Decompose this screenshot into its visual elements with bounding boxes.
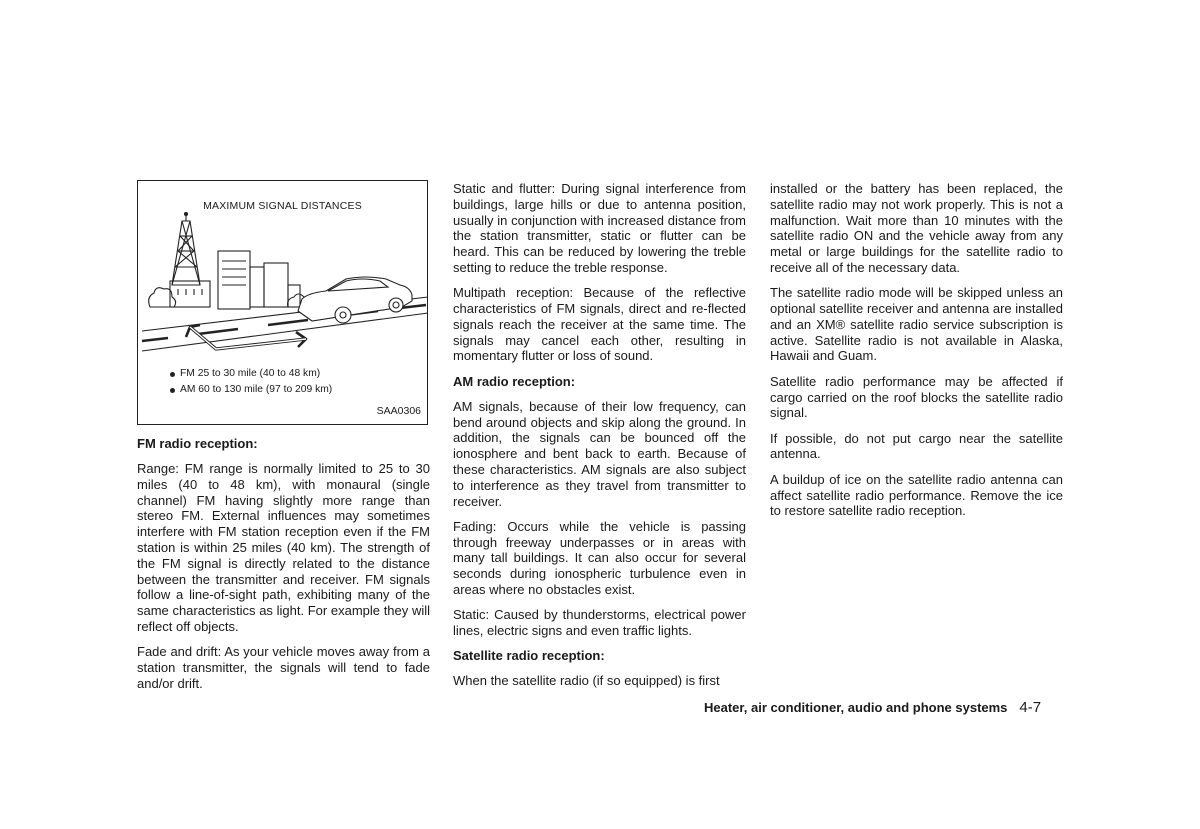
car-icon bbox=[298, 277, 412, 323]
signal-distance-figure bbox=[137, 180, 428, 425]
column-3 bbox=[770, 181, 1063, 529]
radio-tower-icon bbox=[172, 213, 200, 286]
paragraph: Static: Caused by thunderstorms, electrical power lines, electric signs and even traffic lights. bbox=[453, 607, 746, 639]
bullet-icon bbox=[170, 388, 175, 393]
heading-am-radio: AM radio reception: bbox=[453, 373, 576, 389]
buildings-icon bbox=[170, 251, 300, 309]
legend-item-am: AM 60 to 130 mile (97 to 209 km) bbox=[170, 382, 332, 398]
figure-title: MAXIMUM SIGNAL DISTANCES bbox=[203, 200, 362, 212]
page-footer bbox=[704, 699, 1041, 716]
legend-item-fm: FM 25 to 30 mile (40 to 48 km) bbox=[170, 366, 332, 382]
paragraph: Static and flutter: During signal interference from buildings, large hills or due to antenna position, usually in conjunction with increased distance from the station transmitter, static or flutter can be heard. This can be reduced by lowering the treble setting to reduce the treble response. bbox=[453, 181, 746, 275]
column-1 bbox=[137, 180, 430, 701]
paragraph: Range: FM range is normally limited to 25 to 30 miles (40 to 48 km), with monaural (single channel) FM having slightly more range than stereo FM. External influences may sometimes interfere with FM station reception even if the FM station is within 25 miles (40 km). The strength of the FM signal is directly related to the distance between the transmitter and receiver. FM signals follow a line-of-sight path, exhibiting many of the same characteristics as light. For example they will reflect off objects. bbox=[137, 461, 430, 634]
page-number: 4-7 bbox=[1019, 699, 1042, 716]
paragraph: Satellite radio performance may be affected if cargo carried on the roof blocks the satellite radio signal. bbox=[770, 373, 1063, 421]
figure-legend bbox=[170, 366, 332, 398]
tree-icon bbox=[149, 288, 176, 307]
paragraph: installed or the battery has been replaced, the satellite radio may not work properly. This is not a malfunction. Wait more than 10 minutes with the satellite radio ON and the vehicle away from any metal or large buildings for the satellite radio to receive all of the necessary data. bbox=[770, 181, 1063, 275]
bullet-icon bbox=[170, 372, 175, 377]
paragraph: A buildup of ice on the satellite radio antenna can affect satellite radio performance. Remove the ice to restore satellite radio reception. bbox=[770, 471, 1063, 519]
paragraph: When the satellite radio (if so equipped) is first bbox=[453, 673, 720, 689]
paragraph: AM signals, because of their low frequency, can bend around objects and skip along the ground. In addition, the signals can be bounced off the ionosphere and bent back to earth. Because of these characteristics. AM signals are also subject to interference as they travel from transmitter to receiver. bbox=[453, 398, 746, 509]
paragraph: Fade and drift: As your vehicle moves away from a station transmitter, the signals will tend to fade and/or drift. bbox=[137, 644, 430, 691]
paragraph: Multipath reception: Because of the reflective characteristics of FM signals, direct and re-flected signals reach the receiver at the same time. The signals may cancel each other, resulting in momentary flutter or loss of sound. bbox=[453, 285, 746, 364]
heading-fm-radio: FM radio reception: bbox=[137, 436, 258, 451]
heading-satellite-radio: Satellite radio reception: bbox=[453, 648, 605, 664]
figure-code: SAA0306 bbox=[376, 405, 421, 418]
section-title: Heater, air conditioner, audio and phone systems bbox=[704, 700, 1008, 715]
column-2 bbox=[453, 181, 746, 699]
paragraph: Fading: Occurs while the vehicle is passing through freeway underpasses or in areas with many tall buildings. It can also occur for several seconds during ionospheric turbulence even in areas where no obstacles exist. bbox=[453, 518, 746, 598]
paragraph: The satellite radio mode will be skipped unless an optional satellite receiver and antenna are installed and an XM® satellite radio service subscription is active. Satellite radio is not available in Alaska, Hawaii and Guam. bbox=[770, 285, 1063, 364]
paragraph: If possible, do not put cargo near the satellite antenna. bbox=[770, 430, 1063, 462]
